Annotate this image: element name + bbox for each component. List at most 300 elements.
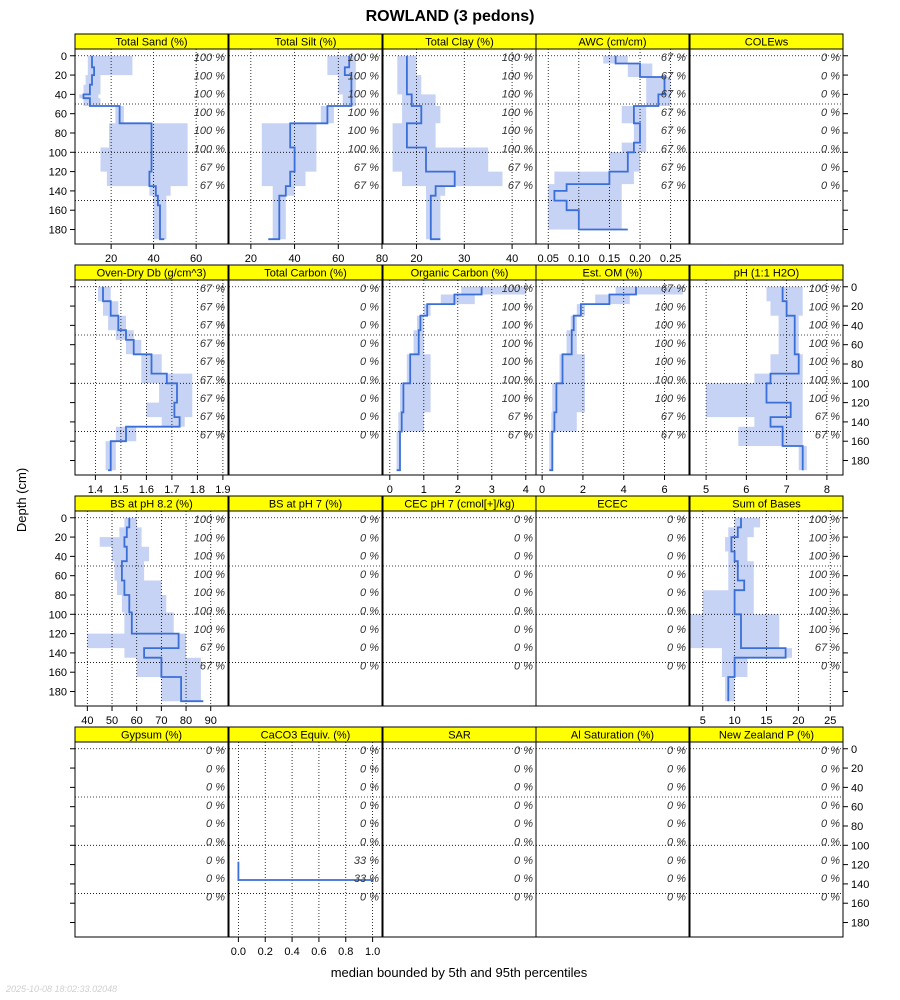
panel-strip-label: Total Clay (%) [425, 36, 494, 49]
percent-label: 0 % [360, 623, 379, 636]
percent-label: 100 % [347, 52, 379, 64]
percent-label: 0 % [514, 873, 533, 886]
x-tick-label: 0 [386, 484, 393, 496]
percent-label: 33 % [353, 854, 379, 867]
percent-label: 67 % [507, 429, 533, 442]
y-axis-label: Depth (cm) [14, 467, 29, 533]
percent-label: 0 % [667, 587, 686, 600]
percentile-band [706, 287, 807, 470]
percent-label: 0 % [360, 745, 379, 757]
percent-label: 0 % [206, 873, 225, 886]
percent-label: 0 % [821, 106, 840, 119]
percent-label: 67 % [507, 161, 533, 174]
percent-label: 67 % [660, 429, 686, 442]
percent-label: 0 % [667, 514, 686, 526]
percent-label: 0 % [821, 143, 840, 156]
x-tick-label: 2 [579, 484, 586, 496]
depth-tick-label: 120 [48, 166, 67, 179]
percent-label: 0 % [514, 623, 533, 636]
percent-label: 67 % [199, 180, 225, 193]
percent-label: 100 % [347, 88, 379, 101]
x-tick-label: 1 [420, 484, 427, 496]
x-tick-label: 60 [190, 253, 203, 265]
percent-label: 0 % [667, 660, 686, 673]
percent-label: 100 % [501, 70, 533, 83]
percent-label: 0 % [821, 854, 840, 867]
percent-label: 0 % [514, 550, 533, 563]
x-tick-label: 60 [332, 253, 345, 265]
percent-label: 100 % [501, 88, 533, 101]
percent-label: 67 % [660, 70, 686, 83]
percent-label: 0 % [206, 891, 225, 904]
x-tick-label: 20 [244, 253, 257, 265]
percent-label: 100 % [193, 568, 225, 581]
x-tick-label: 0.8 [338, 946, 354, 958]
percent-label: 0 % [821, 660, 840, 673]
percent-label: 0 % [360, 283, 379, 295]
percent-label: 100 % [193, 623, 225, 636]
panel-strip-label: ECEC [597, 498, 628, 511]
percent-label: 0 % [667, 818, 686, 831]
percent-label: 0 % [360, 891, 379, 904]
depth-tick-label: 40 [851, 320, 864, 333]
percent-label: 0 % [360, 836, 379, 849]
percent-label: 0 % [360, 392, 379, 405]
percent-label: 0 % [360, 301, 379, 314]
percent-label: 0 % [821, 891, 840, 904]
percent-label: 0 % [514, 854, 533, 867]
panel-organic-carbon [383, 265, 536, 496]
percent-label: 100 % [193, 52, 225, 64]
percent-label: 100 % [808, 532, 840, 545]
percent-label: 100 % [347, 70, 379, 83]
x-tick-label: 0.25 [659, 253, 682, 265]
percent-label: 0 % [360, 660, 379, 673]
percent-label: 100 % [808, 605, 840, 618]
percent-label: 100 % [501, 319, 533, 332]
percent-label: 67 % [507, 180, 533, 193]
depth-tick-label: 40 [54, 551, 67, 564]
x-tick-label: 0.2 [257, 946, 273, 958]
x-tick-label: 2 [454, 484, 461, 496]
panel-sar [383, 727, 536, 937]
percent-label: 0 % [667, 781, 686, 794]
timestamp: 2025-10-08 18:02:33.02048 [6, 984, 118, 994]
x-tick-label: 1.4 [87, 484, 104, 496]
percent-label: 0 % [360, 763, 379, 776]
panel-strip-label: Al Saturation (%) [570, 729, 655, 742]
depth-tick-label: 0 [60, 512, 67, 525]
panel-row-4 [70, 727, 869, 958]
percent-label: 0 % [360, 356, 379, 369]
percent-label: 0 % [360, 781, 379, 794]
x-tick-label: 7 [783, 484, 790, 496]
percent-label: 100 % [654, 337, 686, 350]
percent-label: 67 % [660, 411, 686, 424]
percent-label: 0 % [821, 180, 840, 193]
percent-label: 100 % [654, 356, 686, 369]
percent-label: 0 % [514, 781, 533, 794]
depth-tick-label: 180 [48, 686, 67, 699]
x-tick-label: 5 [699, 715, 706, 727]
percent-label: 0 % [514, 532, 533, 545]
x-tick-label: 8 [823, 484, 830, 496]
depth-tick-label: 60 [54, 570, 67, 583]
percent-label: 0 % [821, 781, 840, 794]
depth-tick-label: 160 [851, 898, 870, 911]
percent-label: 100 % [193, 125, 225, 138]
percent-label: 100 % [808, 283, 840, 295]
x-tick-label: 6 [743, 484, 750, 496]
depth-tick-label: 0 [851, 281, 858, 294]
percent-label: 100 % [654, 319, 686, 332]
percent-label: 100 % [501, 125, 533, 138]
depth-tick-label: 20 [54, 532, 67, 545]
percent-label: 0 % [360, 642, 379, 655]
percent-label: 100 % [808, 550, 840, 563]
x-tick-label: 0.20 [629, 253, 651, 265]
percent-label: 0 % [514, 568, 533, 581]
depth-tick-label: 0 [851, 743, 858, 756]
depth-tick-label: 120 [851, 859, 870, 872]
percent-label: 100 % [808, 337, 840, 350]
percent-label: 0 % [514, 745, 533, 757]
percent-label: 0 % [821, 873, 840, 886]
depth-tick-label: 40 [851, 782, 864, 795]
percent-label: 67 % [199, 301, 225, 314]
x-tick-label: 40 [81, 715, 94, 727]
panel-cec-ph-7-cmol-kg [383, 496, 536, 706]
panel-row-2 [70, 265, 869, 496]
x-tick-label: 1.7 [164, 484, 180, 496]
x-tick-label: 1.6 [138, 484, 155, 496]
panel-strip-label: Est. OM (%) [582, 267, 643, 280]
percent-label: 0 % [667, 550, 686, 563]
panel-sum-of-bases [690, 496, 843, 727]
x-tick-label: 40 [147, 253, 160, 265]
percent-label: 0 % [667, 763, 686, 776]
median-line [238, 862, 372, 882]
percent-label: 0 % [667, 745, 686, 757]
percent-label: 0 % [821, 763, 840, 776]
depth-tick-label: 140 [851, 878, 870, 891]
percent-label: 67 % [199, 642, 225, 655]
percent-label: 67 % [199, 356, 225, 369]
x-tick-label: 10 [728, 715, 741, 727]
percent-label: 0 % [821, 88, 840, 101]
depth-tick-label: 120 [851, 397, 870, 410]
x-tick-label: 40 [505, 253, 519, 265]
panel-bs-at-ph-8-2 [75, 496, 228, 727]
percent-label: 100 % [808, 587, 840, 600]
percent-label: 67 % [199, 429, 225, 442]
percent-label: 100 % [501, 301, 533, 314]
percent-label: 100 % [347, 125, 379, 138]
depth-tick-label: 160 [48, 205, 67, 218]
panel-strip-label: Total Sand (%) [115, 36, 188, 49]
percent-label: 100 % [501, 52, 533, 64]
x-tick-label: 6 [661, 484, 668, 496]
percent-label: 100 % [193, 587, 225, 600]
panel-new-zealand-p [690, 727, 843, 937]
percent-label: 67 % [199, 392, 225, 405]
percent-label: 100 % [193, 605, 225, 618]
percent-label: 100 % [654, 392, 686, 405]
percent-label: 0 % [360, 568, 379, 581]
percent-label: 0 % [360, 429, 379, 442]
percent-label: 0 % [206, 799, 225, 812]
panel-ecec [536, 496, 689, 706]
panel-est-om [536, 265, 689, 496]
depth-tick-label: 160 [48, 667, 67, 680]
percent-label: 0 % [360, 818, 379, 831]
percent-label: 0 % [667, 854, 686, 867]
percent-label: 100 % [347, 106, 379, 119]
depth-tick-label: 180 [851, 917, 870, 930]
x-tick-label: 1.5 [113, 484, 129, 496]
x-tick-label: 1.8 [189, 484, 206, 496]
percent-label: 0 % [821, 799, 840, 812]
percent-label: 67 % [814, 411, 840, 424]
percentile-band [690, 518, 792, 701]
percent-label: 0 % [667, 532, 686, 545]
percentile-band [87, 518, 201, 701]
percent-label: 0 % [667, 605, 686, 618]
x-tick-label: 20 [410, 253, 423, 265]
depth-tick-label: 100 [48, 609, 67, 622]
panel-row-1 [49, 34, 848, 265]
percentile-band [98, 287, 192, 470]
percent-label: 0 % [206, 745, 225, 757]
percent-label: 0 % [667, 642, 686, 655]
percent-label: 0 % [821, 70, 840, 83]
depth-tick-label: 100 [48, 147, 67, 160]
percent-label: 100 % [193, 88, 225, 101]
x-tick-label: 70 [155, 715, 168, 727]
percent-label: 100 % [808, 392, 840, 405]
percent-label: 67 % [660, 143, 686, 156]
percent-label: 100 % [501, 143, 533, 156]
x-tick-label: 25 [824, 715, 837, 727]
x-tick-label: 40 [288, 253, 301, 265]
percentile-band [79, 56, 187, 239]
percent-label: 100 % [808, 568, 840, 581]
depth-tick-label: 40 [54, 89, 67, 102]
depth-tick-label: 120 [48, 628, 67, 641]
percent-label: 0 % [514, 836, 533, 849]
panel-awc-cm-cm [536, 34, 689, 265]
x-tick-label: 30 [458, 253, 471, 265]
panel-bs-at-ph-7 [229, 496, 382, 706]
percent-label: 0 % [667, 873, 686, 886]
x-tick-label: 0.05 [537, 253, 559, 265]
panel-strip-label: Total Carbon (%) [264, 267, 347, 280]
panel-total-carbon [229, 265, 382, 475]
percent-label: 0 % [821, 125, 840, 138]
percent-label: 0 % [514, 514, 533, 526]
percent-label: 0 % [514, 799, 533, 812]
x-tick-label: 80 [375, 253, 389, 265]
percent-label: 100 % [501, 392, 533, 405]
depth-tick-label: 80 [851, 358, 864, 371]
x-tick-label: 20 [105, 253, 118, 265]
x-tick-label: 0.0 [230, 946, 247, 958]
percent-label: 0 % [514, 660, 533, 673]
percent-label: 100 % [654, 374, 686, 387]
x-tick-label: 0.6 [311, 946, 327, 958]
percent-label: 100 % [808, 623, 840, 636]
median-line [549, 287, 636, 470]
percent-label: 0 % [667, 799, 686, 812]
x-tick-label: 0.15 [598, 253, 621, 265]
percent-label: 67 % [814, 642, 840, 655]
percent-label: 67 % [199, 374, 225, 387]
panel-total-clay [383, 34, 536, 265]
percent-label: 100 % [193, 514, 225, 526]
depth-tick-label: 0 [60, 50, 67, 63]
percent-label: 67 % [660, 283, 686, 295]
x-tick-label: 20 [792, 715, 805, 727]
percent-label: 0 % [514, 642, 533, 655]
percent-label: 0 % [821, 52, 840, 64]
percent-label: 0 % [667, 836, 686, 849]
panel-strip-label: Total Silt (%) [274, 36, 337, 49]
percent-label: 0 % [821, 161, 840, 174]
percent-label: 0 % [821, 745, 840, 757]
percent-label: 100 % [501, 337, 533, 350]
chart-title: ROWLAND (3 pedons) [365, 8, 535, 25]
percent-label: 100 % [808, 319, 840, 332]
panel-strip-label: BS at pH 8.2 (%) [110, 498, 193, 511]
percent-label: 0 % [667, 891, 686, 904]
panel-ph-1-1-h2o [690, 265, 843, 496]
percent-label: 67 % [660, 106, 686, 119]
percent-label: 0 % [360, 587, 379, 600]
percent-label: 67 % [353, 180, 379, 193]
panel-oven-dry-db-g-cm-3 [75, 265, 231, 496]
x-tick-label: 0.10 [568, 253, 590, 265]
percent-label: 67 % [660, 52, 686, 64]
x-tick-label: 1.9 [215, 484, 231, 496]
percent-label: 100 % [501, 106, 533, 119]
panel-grid [49, 34, 870, 958]
panel-strip-label: Sum of Bases [732, 498, 801, 511]
panel-strip-label: CaCO3 Equiv. (%) [260, 729, 351, 742]
depth-tick-label: 20 [851, 763, 864, 776]
x-tick-label: 1.0 [364, 946, 381, 958]
percent-label: 0 % [360, 411, 379, 424]
x-tick-label: 4 [522, 484, 529, 496]
panel-strip-label: AWC (cm/cm) [578, 36, 647, 49]
percent-label: 100 % [193, 550, 225, 563]
panel-strip-label: CEC pH 7 (cmol[+]/kg) [404, 498, 515, 511]
depth-tick-label: 60 [851, 801, 864, 814]
percent-label: 0 % [206, 818, 225, 831]
depth-tick-label: 140 [48, 647, 67, 660]
percent-label: 100 % [193, 532, 225, 545]
depth-tick-label: 100 [851, 378, 870, 391]
percent-label: 100 % [501, 374, 533, 387]
x-tick-label: 0 [539, 484, 546, 496]
percent-label: 100 % [654, 301, 686, 314]
percent-label: 100 % [808, 514, 840, 526]
depth-tick-label: 140 [851, 416, 870, 429]
depth-tick-label: 80 [54, 589, 67, 602]
depth-tick-label: 100 [851, 840, 870, 853]
percent-label: 0 % [514, 818, 533, 831]
depth-tick-label: 180 [48, 224, 67, 237]
panel-total-sand [75, 34, 228, 265]
panel-colews [690, 34, 843, 244]
percent-label: 0 % [360, 337, 379, 350]
depth-tick-label: 160 [851, 436, 870, 449]
percent-label: 0 % [206, 854, 225, 867]
percent-label: 0 % [206, 781, 225, 794]
percent-label: 67 % [199, 337, 225, 350]
percent-label: 0 % [514, 605, 533, 618]
percent-label: 100 % [193, 143, 225, 156]
percent-label: 0 % [667, 568, 686, 581]
percent-label: 100 % [501, 356, 533, 369]
panel-total-silt [229, 34, 388, 265]
percent-label: 67 % [199, 283, 225, 295]
percent-label: 0 % [821, 836, 840, 849]
panel-strip-label: Organic Carbon (%) [410, 267, 509, 280]
percent-label: 0 % [360, 532, 379, 545]
median-line [397, 287, 482, 470]
percent-label: 100 % [193, 70, 225, 83]
percent-label: 100 % [501, 283, 533, 295]
percent-label: 67 % [660, 125, 686, 138]
percent-label: 67 % [199, 319, 225, 332]
percent-label: 0 % [360, 799, 379, 812]
panel-gypsum [75, 727, 228, 937]
depth-tick-label: 20 [851, 301, 864, 314]
percent-label: 100 % [808, 301, 840, 314]
panel-strip-label: pH (1:1 H2O) [733, 267, 800, 280]
percent-label: 67 % [660, 88, 686, 101]
panel-row-3 [49, 496, 848, 727]
x-axis-label: median bounded by 5th and 95th percentiles [330, 965, 588, 980]
percent-label: 0 % [667, 623, 686, 636]
depth-tick-label: 140 [48, 185, 67, 198]
depth-tick-label: 180 [851, 455, 870, 468]
percent-label: 0 % [360, 550, 379, 563]
percentile-band [262, 56, 356, 239]
panel-strip-label: BS at pH 7 (%) [268, 498, 343, 511]
percent-label: 0 % [360, 514, 379, 526]
panel-strip-label: COLEws [744, 36, 789, 49]
percent-label: 67 % [199, 411, 225, 424]
panel-al-saturation [536, 727, 689, 937]
percent-label: 0 % [360, 319, 379, 332]
percent-label: 0 % [206, 836, 225, 849]
depth-tick-label: 20 [54, 70, 67, 83]
x-tick-label: 3 [488, 484, 495, 496]
percent-label: 67 % [660, 180, 686, 193]
depth-tick-label: 60 [54, 108, 67, 121]
percent-label: 67 % [507, 411, 533, 424]
percent-label: 100 % [808, 374, 840, 387]
percent-label: 67 % [660, 161, 686, 174]
panel-strip-label: New Zealand P (%) [718, 729, 815, 742]
x-tick-label: 50 [105, 715, 119, 727]
percent-label: 0 % [514, 763, 533, 776]
x-tick-label: 90 [204, 715, 217, 727]
panel-caco3-equiv [229, 727, 382, 958]
panel-strip-label: Oven-Dry Db (g/cm^3) [96, 267, 207, 280]
x-tick-label: 80 [179, 715, 193, 727]
